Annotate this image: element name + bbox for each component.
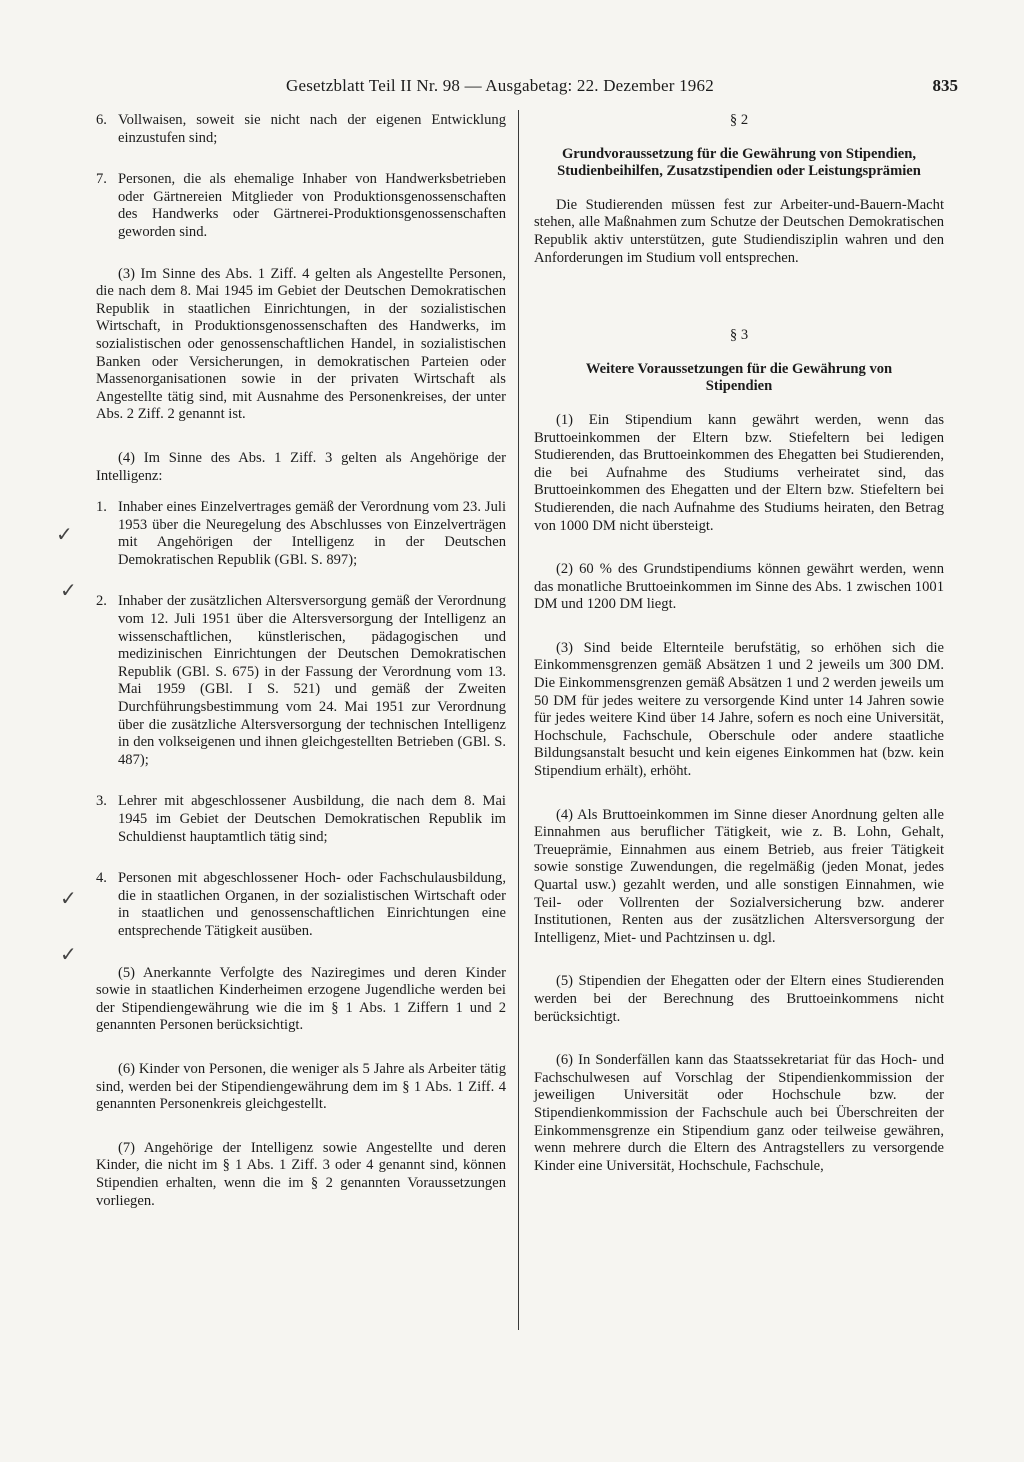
- section-3-paragraph-2: (2) 60 % des Grundstipendiums können gewährt werden, wenn das monatliche Bruttoeinkommen im Sinne des Abs. 1 zwischen 1001 DM und 1200 DM liegt.: [534, 561, 944, 613]
- paragraph-3: (3) Im Sinne des Abs. 1 Ziff. 4 gelten als Angestellte Personen, die nach dem 8. Mai 1945 im Gebiet der Deutschen Demokratischen Republik in staatlichen Einrichtungen, in der sozialistischen Wirtschaft, in Produktionsgenossenschaften des Handwerks, im sozialistischen oder genossenschaftlichen Handel, in sozialistischen Banken oder Versicherungen, in demokratischen Parteien oder Massenorganisationen sowie in der privaten Wirtschaft als Angestellte tätig sind, mit Ausnahme des Personenkreises, der unter Abs. 2 Ziff. 2 genannt ist.: [96, 265, 506, 423]
- margin-check-mark: ✓: [56, 522, 73, 546]
- column-divider: [518, 110, 519, 1330]
- section-3-paragraph-4: (4) Als Bruttoeinkommen im Sinne dieser Anordnung gelten alle Einnahmen aus beruflicher Tätigkeit, wie z. B. Lohn, Gehalt, Treueprämie, Einnahmen aus einem Betrieb, aus freier Tätigkeit sowie sonstige Zuwendungen, die regelmäßig (jeden Monat, jedes Quartal usw.) gezahlt werden, und alle sonstigen Einnahmen, wie Teil- oder Vollrenten der Sozialversicherung bzw. anderer Institutionen, Renten aus der zusätzlichen Altersversorgung der Intelligenz, Miet- und Pachtzinsen u. dgl.: [534, 806, 944, 946]
- item-text: Inhaber der zusätzlichen Altersversorgung gemäß der Verordnung vom 12. Juli 1951 über die Altersversorgung der Intelligenz an wissenschaftlichen, künstlerischen, pädagogischen und medizinischen Einrichtungen der Deutschen Demokratischen Republik (GBl. S. 675) in der Fassung der Verordnung vom 13. Mai 1959 (GBl. I S. 521) und gemäß der Zweiten Durchführungsbestimmung vom 24. Mai 1951 zur Verordnung über die zusätzliche Altersversorgung der technischen Intelligenz in den volkseigenen und ihnen gleichgestellten Betrieben (GBl. S. 487);: [118, 593, 506, 768]
- item-text: Personen, die als ehemalige Inhaber von Handwerksbetrieben oder Gärtnereien Mitglieder von Produktionsgenossenschaften des Handwerks oder Gärtnerei-Produktionsgenossenschaften geworden sind.: [118, 171, 506, 240]
- item-number: 6.: [96, 112, 107, 128]
- item-number: 1.: [96, 499, 107, 516]
- left-column: [96, 112, 506, 1236]
- list-item: [96, 793, 506, 846]
- paragraph-4: (4) Im Sinne des Abs. 1 Ziff. 3 gelten als Angehörige der Intelligenz:: [96, 449, 506, 484]
- list-item: [96, 870, 506, 940]
- paragraph-7: (7) Angehörige der Intelligenz sowie Angestellte und deren Kinder, die nicht im § 1 Abs. 1 Ziff. 3 oder 4 genannt sind, können Stipendien erhalten, wenn die im § 2 genannten Voraussetzungen vorliegen.: [96, 1139, 506, 1209]
- list-item: [96, 112, 506, 147]
- paragraph-6: (6) Kinder von Personen, die weniger als 5 Jahre als Arbeiter tätig sind, werden bei der Stipendiengewährung dem im § 1 Abs. 1 Ziff. 4 genannten Personenkreis gleichgestellt.: [96, 1060, 506, 1113]
- item-number: 4.: [96, 870, 107, 887]
- section-2-heading: Grundvoraussetzung für die Gewährung von Stipendien, Studienbeihilfen, Zusatzstipendien oder Leistungsprämien: [557, 145, 921, 180]
- page-header: [286, 76, 958, 100]
- item-number: 2.: [96, 593, 107, 610]
- list-item: [96, 171, 506, 241]
- margin-check-mark: ✓: [60, 886, 77, 910]
- item-text: Lehrer mit abgeschlossener Ausbildung, die nach dem 8. Mai 1945 im Gebiet der Deutschen Demokratischen Republik im Schuldienst hauptamtlich tätig sind;: [118, 793, 506, 845]
- section-3-symbol: § 3: [729, 327, 749, 344]
- item-text: Inhaber eines Einzelvertrages gemäß der Verordnung vom 23. Juli 1953 über die Neuregelung des Abschlusses von Einzelverträgen mit Angehörigen der Intelligenz in der Deutschen Demokratischen Republik (GBl. S. 897);: [118, 499, 506, 568]
- right-column: [534, 112, 944, 1201]
- margin-check-mark: ✓: [60, 578, 77, 602]
- spacer: [534, 293, 944, 327]
- section-3-paragraph-5: (5) Stipendien der Ehegatten oder der Eltern eines Studierenden werden bei der Berechnung des Bruttoeinkommens nicht berücksichtigt.: [534, 973, 944, 1025]
- item-number: 7.: [96, 171, 107, 188]
- section-3-paragraph-3: (3) Sind beide Elternteile berufstätig, so erhöhen sich die Einkommensgrenzen gemäß Absätzen 1 und 2 jeweils um 300 DM. Die Einkommensgrenzen gemäß Absätzen 1 und 2 werden jeweils um 50 DM für jedes weitere zu versorgende Kind unter 14 Jahren sowie für jedes weitere Kind über 14 Jahre, sofern es noch eine Universität, Hochschule, Fachschule, Oberschule oder andere staatliche Bildungsanstalt besucht und kein eigenes Einkommen hat (bzw. kein Stipendium erhält), erhöht.: [534, 639, 944, 780]
- margin-check-mark: ✓: [60, 942, 77, 966]
- item-text: Personen mit abgeschlossener Hoch- oder Fachschulausbildung, die in staatlichen Organen, in der sozialistischen Wirtschaft oder in staatlichen und genossenschaftlichen Einrichtungen eine entsprechende Tätigkeit ausüben.: [118, 870, 506, 939]
- section-3-paragraph-6: (6) In Sonderfällen kann das Staatssekretariat für das Hoch- und Fachschulwesen auf Vorschlag der Stipendienkommission der jeweiligen Universität oder Hochschule bzw. der Stipendienkommission der Fachschule auch bei Überschreiten der Einkommensgrenze ein Stipendium ganz oder teilweise gewähren, wenn mehrere durch die Eltern des Antragstellers zu versorgende Kinder eine Universität, Hochschule, Fachschule,: [534, 1052, 944, 1174]
- list-item: [96, 593, 506, 769]
- page-number: 835: [932, 76, 958, 95]
- section-2-symbol: § 2: [729, 112, 749, 128]
- item-number: 3.: [96, 793, 107, 810]
- list-item: [96, 499, 506, 569]
- paragraph-5: (5) Anerkannte Verfolgte des Naziregimes und deren Kinder sowie in staatlichen Kinderheimen erzogene Jugendliche werden bei der Stipendiengewährung wie die im § 1 Abs. 1 Ziffern 1 und 2 genannten Personen berücksichtigt.: [96, 964, 506, 1034]
- section-3-heading: Weitere Voraussetzungen für die Gewährung von Stipendien: [585, 360, 893, 395]
- item-text: Vollwaisen, soweit sie nicht nach der eigenen Entwicklung einzustufen sind;: [118, 112, 506, 146]
- header-title: Gesetzblatt Teil II Nr. 98 — Ausgabetag: 22. Dezember 1962: [286, 76, 714, 95]
- section-2-text: Die Studierenden müssen fest zur Arbeiter-und-Bauern-Macht stehen, alle Maßnahmen zum Schutze der Deutschen Demokratischen Republik aktiv unterstützen, gute Studiendisziplin wahren und den Anforderungen im Studium voll entsprechen.: [534, 196, 944, 266]
- section-3-paragraph-1: (1) Ein Stipendium kann gewährt werden, wenn das Bruttoeinkommen der Eltern bzw. Stiefeltern bei ledigen Studierenden, das Bruttoeinkommen des Ehegatten bei Studierenden, die bei Aufnahme des Studiums verheiratet sind, das Bruttoeinkommen des Ehegatten und der Eltern bzw. Stiefeltern bei Studierenden, die nach Aufnahme des Studiums heiraten, den Betrag von 1000 DM nicht übersteigt.: [534, 411, 944, 534]
